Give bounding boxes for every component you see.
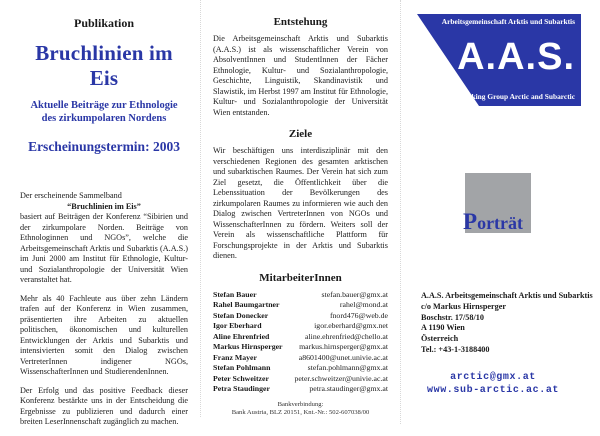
table-row xyxy=(213,290,388,301)
feedback-paragraph: Der Erfolg und das positive Feedback dieser Konferenz bestärkte uns in der Entscheidung die Ergebnisse zu publizieren und dadurch einer breiten LeserInnenschaft zugänglich zu machen. xyxy=(20,385,188,427)
logo-top-text: Arbeitsgemeinschaft Arktis und Subarktis xyxy=(441,17,575,26)
member-name: Igor Eberhard xyxy=(213,321,262,330)
member-email: peter.schweitzer@univie.ac.at xyxy=(294,373,388,383)
conference-paragraph: Mehr als 40 Fachleute aus über zehn Ländern trafen auf der Konferenz in Wien zusammen, präsentierten ihre Arbeiten zu aktuellen politischen, ökonomischen und kulturellen Entwicklungen der Arktis und Subarktis und intensivierten somit den Dialog zwischen VertreterInnen indigener NGOs, WissenschafterInnen und StudierendenInnen. xyxy=(20,293,188,377)
logo-acronym: A.A.S. xyxy=(457,36,575,78)
logo-bottom-text: Working Group Arctic and Subarctic xyxy=(457,92,575,101)
member-email: a8601400@unet.univie.ac.at xyxy=(298,352,388,362)
book-subtitle xyxy=(20,99,188,125)
intro-paragraph xyxy=(20,191,188,286)
publication-column xyxy=(0,0,200,436)
subtitle-line-1: Aktuelle Beiträge zur Ethnologie xyxy=(30,100,178,111)
member-email: stefan.bauer@gmx.at xyxy=(321,289,388,299)
table-row xyxy=(213,342,388,353)
intro-text: basiert auf Beiträgen der Konferenz “Sibirien und der zirkumpolare Norden. Beiträge von Ethnologinnen und NGOs”, welche die Arbeitsgemeinschaft Arktis und Subarktis (A.A.S.) im Juni 2000 am Institut für Ethnologie, Kultur- und Sozialanthropologie der Universität Wien veranstaltet hat. xyxy=(20,212,188,285)
contact-website[interactable]: www.sub-arctic.ac.at xyxy=(427,384,560,396)
online-contact xyxy=(427,372,559,397)
table-row xyxy=(213,311,388,322)
member-email: fnord476@web.de xyxy=(329,310,388,320)
contact-email[interactable]: arctic@gmx.at xyxy=(450,372,536,383)
book-title: Bruchlinien im Eis xyxy=(35,41,173,90)
intro-book-title: “Bruchlinien im Eis” xyxy=(67,201,141,211)
entstehung-text: Die Arbeitsgemeinschaft Arktis und Subarktis (A.A.S.) ist als wissenschaftlicher Verein von AbsolventInnen und StudentInnen der Fächer Ethnologie, Kultur- und Sozialanthropologie, Geschichte, Linguistik, Skandinavistik und Slawistik, im Herbst 1997 am Institut für Ethnologie, Kultur- und Sozialanthropologie der Universität Wien entstanden. xyxy=(213,34,388,117)
members-heading: MitarbeiterInnen xyxy=(259,271,342,284)
entstehung-heading: Entstehung xyxy=(273,16,328,28)
aas-logo xyxy=(417,14,581,106)
member-email: rahel@mond.at xyxy=(339,300,388,309)
bank-label: Bankverbindung: xyxy=(277,400,324,408)
member-name: Petra Staudinger xyxy=(213,384,270,393)
table-row xyxy=(213,384,388,395)
member-email: petra.staudinger@gmx.at xyxy=(309,384,388,393)
portrait-title xyxy=(463,209,523,235)
table-row xyxy=(213,300,388,311)
member-name: Markus Hirnsperger xyxy=(213,342,283,351)
address-city: A 1190 Wien xyxy=(421,323,465,333)
address-street: Boschstr. 17/58/10 xyxy=(421,312,484,322)
ziele-heading: Ziele xyxy=(288,128,313,140)
table-row xyxy=(213,374,388,385)
table-row xyxy=(213,363,388,374)
members-table xyxy=(213,290,388,395)
portrait-rest: orträt xyxy=(477,213,524,233)
contact-column xyxy=(400,0,600,424)
association-column xyxy=(200,0,400,417)
table-row xyxy=(213,332,388,343)
address-country: Österreich xyxy=(421,334,459,344)
member-name: Stefan Donecker xyxy=(213,310,269,320)
member-name: Rahel Baumgartner xyxy=(213,300,280,309)
member-name: Aline Ehrenfried xyxy=(213,331,270,341)
member-name: Franz Mayer xyxy=(213,352,257,362)
member-email: igor.eberhard@gmx.net xyxy=(314,321,388,330)
bank-details xyxy=(213,401,388,417)
member-name: Peter Schweitzer xyxy=(213,373,269,383)
table-row xyxy=(213,353,388,364)
postal-address xyxy=(421,291,593,356)
member-email: aline.ehrenfried@chello.at xyxy=(305,331,388,341)
address-co: c/o Markus Hirnsperger xyxy=(421,301,507,311)
member-email: stefan.pohlmann@gmx.at xyxy=(307,363,388,372)
member-name: Stefan Bauer xyxy=(213,289,257,299)
bank-text: Bank Austria, BLZ 20151, Knt.-Nr.: 502-607038/00 xyxy=(231,408,370,416)
address-org: A.A.S. Arbeitsgemeinschaft Arktis und Subarktis xyxy=(421,291,593,300)
member-email: markus.hirnsperger@gmx.at xyxy=(299,342,388,351)
subtitle-line-2: des zirkumpolaren Nordens xyxy=(41,113,167,125)
table-row xyxy=(213,321,388,332)
release-date: Erscheinungstermin: 2003 xyxy=(28,139,180,155)
intro-line: Der erscheinende Sammelband xyxy=(20,191,122,201)
portrait-cap: P xyxy=(463,209,478,234)
member-name: Stefan Pohlmann xyxy=(213,363,271,372)
address-tel: Tel.: +43-1-3188400 xyxy=(421,345,490,355)
publication-label: Publikation xyxy=(73,16,135,30)
ziele-text: Wir beschäftigen uns interdisziplinär mit den verschiedenen Regionen des gesamten arktischen und subarktischen Raumes. Der Verein hat sich zum Ziel gesetzt, die Öffentlichkeit über die Lebenssituation der Bevölkerungen des zirkumpolaren Raumes zu informieren wie auch den Dialog zwischen VertreterInnen von NGOs und WissenschafterInnen zu fördern. Weiters soll der Verein als wissenschaftliche Plattform für Forschungsprojekte in der Arktis und Subarktis dienen. xyxy=(213,146,388,260)
